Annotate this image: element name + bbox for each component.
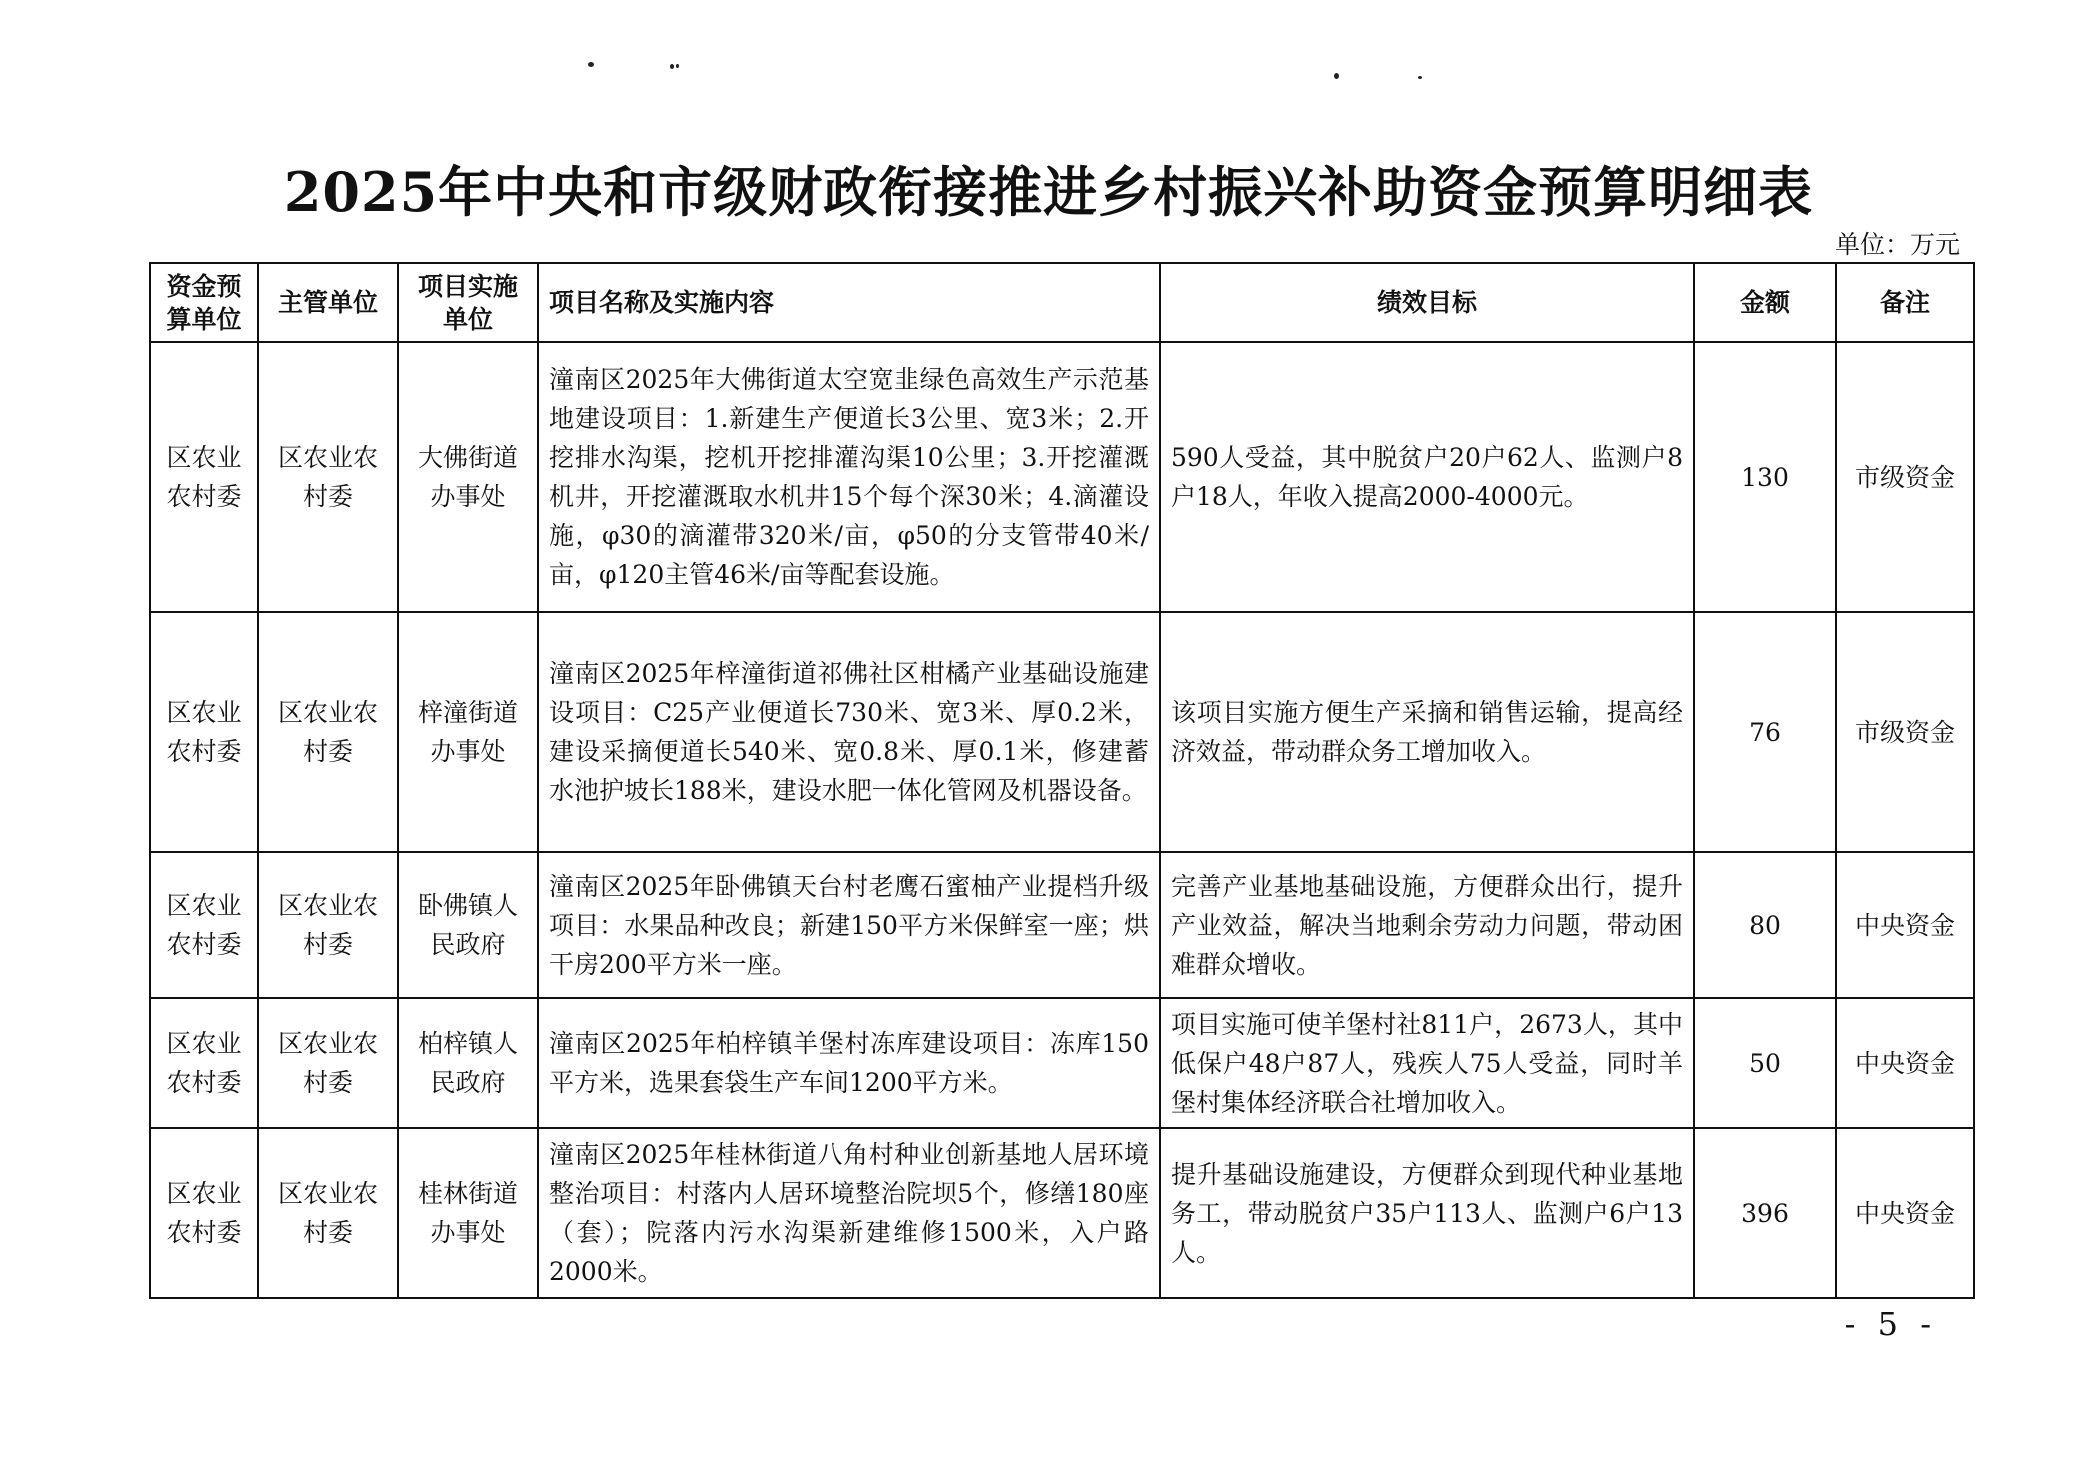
- cell-content: 潼南区2025年大佛街道太空宽韭绿色高效生产示范基地建设项目：1.新建生产便道长3公里、宽3米；2.开挖排水沟渠，挖机开挖排灌沟渠10公里；3.开挖灌溉机井，开挖灌溉取水机井15个每个深30米；4.滴灌设施，φ30的滴灌带320米/亩，φ50的分支管带40米/亩，φ120主管46米/亩等配套设施。: [538, 342, 1160, 612]
- cell-content: 潼南区2025年梓潼街道祁佛社区柑橘产业基础设施建设项目：C25产业便道长730米、宽3米、厚0.2米，建设采摘便道长540米、宽0.8米、厚0.1米，修建蓄水池护坡长188米，建设水肥一体化管网及机器设备。: [538, 612, 1160, 852]
- unit-label: 单位：万元: [1834, 230, 1960, 259]
- cell-supervisor: 区农业农村委: [258, 612, 398, 852]
- table-row: [150, 852, 1974, 998]
- cell-implementer: 桂林街道办事处: [398, 1128, 538, 1298]
- header-content: 项目名称及实施内容: [538, 263, 1160, 342]
- cell-goal: 提升基础设施建设，方便群众到现代种业基地务工，带动脱贫户35户113人、监测户6户13人。: [1160, 1128, 1694, 1298]
- header-note: 备注: [1836, 263, 1974, 342]
- cell-content: 潼南区2025年卧佛镇天台村老鹰石蜜柚产业提档升级项目：水果品种改良；新建150平方米保鲜室一座；烘干房200平方米一座。: [538, 852, 1160, 998]
- header-implementer: 项目实施单位: [398, 263, 538, 342]
- scan-speck: [1418, 76, 1422, 79]
- cell-amount: 50: [1694, 998, 1836, 1128]
- cell-goal: 完善产业基地基础设施，方便群众出行，提升产业效益，解决当地剩余劳动力问题，带动困难群众增收。: [1160, 852, 1694, 998]
- cell-supervisor: 区农业农村委: [258, 998, 398, 1128]
- table-row: [150, 342, 1974, 612]
- table-row: [150, 998, 1974, 1128]
- cell-implementer: 柏梓镇人民政府: [398, 998, 538, 1128]
- cell-amount: 76: [1694, 612, 1836, 852]
- cell-note: 中央资金: [1836, 1128, 1974, 1298]
- cell-supervisor: 区农业农村委: [258, 1128, 398, 1298]
- scan-speck: [1334, 73, 1339, 79]
- scan-speck: [588, 62, 594, 67]
- cell-note: 市级资金: [1836, 342, 1974, 612]
- cell-content: 潼南区2025年桂林街道八角村种业创新基地人居环境整治项目：村落内人居环境整治院坝5个，修缮180座（套）；院落内污水沟渠新建维修1500米，入户路2000米。: [538, 1128, 1160, 1298]
- cell-amount: 130: [1694, 342, 1836, 612]
- cell-content: 潼南区2025年柏梓镇羊堡村冻库建设项目：冻库150平方米，选果套袋生产车间1200平方米。: [538, 998, 1160, 1128]
- cell-budget-unit: 区农业农村委: [150, 1128, 258, 1298]
- cell-budget-unit: 区农业农村委: [150, 852, 258, 998]
- cell-goal: 590人受益，其中脱贫户20户62人、监测户8户18人，年收入提高2000-4000元。: [1160, 342, 1694, 612]
- cell-budget-unit: 区农业农村委: [150, 612, 258, 852]
- cell-implementer: 大佛街道办事处: [398, 342, 538, 612]
- cell-budget-unit: 区农业农村委: [150, 342, 258, 612]
- cell-amount: 80: [1694, 852, 1836, 998]
- scan-speck: [670, 64, 674, 69]
- cell-note: 中央资金: [1836, 852, 1974, 998]
- cell-supervisor: 区农业农村委: [258, 852, 398, 998]
- header-supervisor: 主管单位: [258, 263, 398, 342]
- header-budget-unit: 资金预算单位: [150, 263, 258, 342]
- cell-goal: 项目实施可使羊堡村社811户，2673人，其中低保户48户87人，残疾人75人受益，同时羊堡村集体经济联合社增加收入。: [1160, 998, 1694, 1128]
- header-goal: 绩效目标: [1160, 263, 1694, 342]
- cell-supervisor: 区农业农村委: [258, 342, 398, 612]
- page-number: - 5 -: [1844, 1305, 1937, 1343]
- cell-implementer: 梓潼街道办事处: [398, 612, 538, 852]
- cell-note: 市级资金: [1836, 612, 1974, 852]
- cell-goal: 该项目实施方便生产采摘和销售运输，提高经济效益，带动群众务工增加收入。: [1160, 612, 1694, 852]
- header-amount: 金额: [1694, 263, 1836, 342]
- budget-table: [149, 262, 1975, 1299]
- cell-amount: 396: [1694, 1128, 1836, 1298]
- cell-note: 中央资金: [1836, 998, 1974, 1128]
- table-row: [150, 1128, 1974, 1298]
- document-title: 2025年中央和市级财政衔接推进乡村振兴补助资金预算明细表: [283, 160, 1814, 224]
- table-row: [150, 612, 1974, 852]
- cell-implementer: 卧佛镇人民政府: [398, 852, 538, 998]
- table-header-row: [150, 263, 1974, 342]
- cell-budget-unit: 区农业农村委: [150, 998, 258, 1128]
- scan-speck: [676, 64, 679, 68]
